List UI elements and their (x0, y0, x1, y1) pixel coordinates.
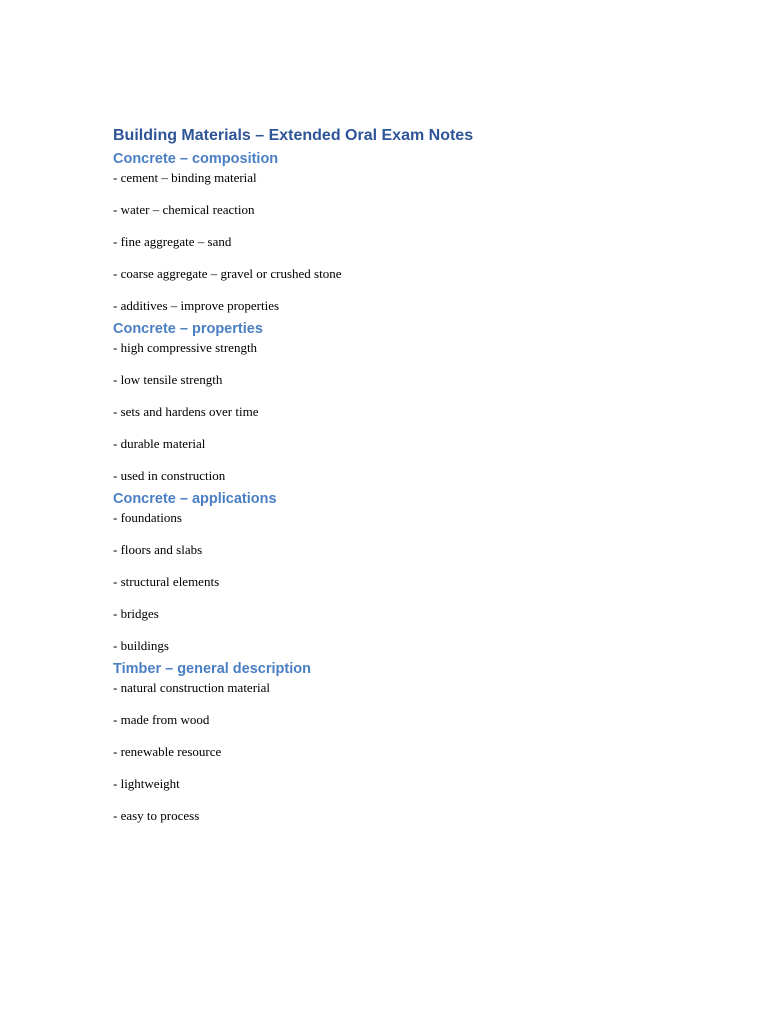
section-heading: Timber – general description (113, 661, 311, 677)
document-page (113, 124, 673, 828)
list-item: - renewable resource (113, 744, 222, 759)
list-item: - floors and slabs (113, 542, 203, 557)
section-heading: Concrete – applications (113, 491, 277, 507)
list-item: - coarse aggregate – gravel or crushed stone (113, 266, 342, 281)
bullet-list (113, 510, 673, 658)
list-item: - low tensile strength (113, 372, 223, 387)
bullet-list (113, 680, 673, 828)
list-item: - natural construction material (113, 680, 271, 695)
section-concrete-composition (113, 148, 673, 318)
list-item: - additives – improve properties (113, 298, 280, 313)
list-item: - bridges (113, 606, 159, 621)
section-concrete-properties (113, 318, 673, 488)
list-item: - water – chemical reaction (113, 202, 255, 217)
section-heading: Concrete – properties (113, 321, 263, 337)
list-item: - buildings (113, 638, 169, 653)
list-item: - high compressive strength (113, 340, 258, 355)
bullet-list (113, 340, 673, 488)
list-item: - cement – binding material (113, 170, 257, 185)
list-item: - durable material (113, 436, 206, 451)
bullet-list (113, 170, 673, 318)
section-heading: Concrete – composition (113, 151, 279, 167)
list-item: - foundations (113, 510, 182, 525)
section-timber-general-description (113, 658, 673, 828)
list-item: - lightweight (113, 776, 180, 791)
document-title: Building Materials – Extended Oral Exam Notes (113, 127, 474, 144)
list-item: - fine aggregate – sand (113, 234, 232, 249)
section-concrete-applications (113, 488, 673, 658)
list-item: - easy to process (113, 808, 200, 823)
list-item: - made from wood (113, 712, 210, 727)
list-item: - sets and hardens over time (113, 404, 259, 419)
list-item: - structural elements (113, 574, 220, 589)
list-item: - used in construction (113, 468, 226, 483)
